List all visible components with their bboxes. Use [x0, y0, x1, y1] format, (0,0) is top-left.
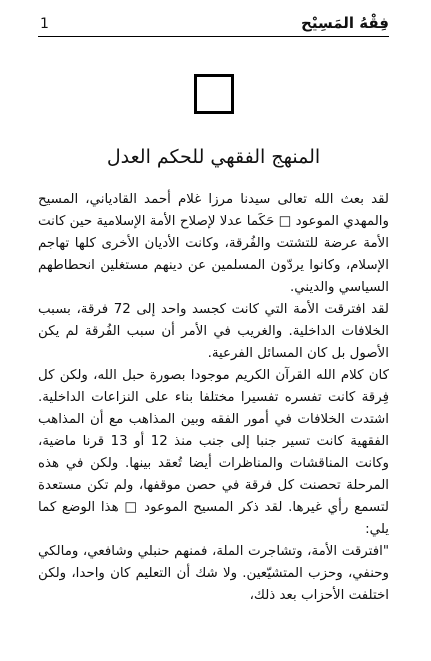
paragraph: لقد افترقت الأمة التي كانت كجسد واحد إلى 72 فرقة، بسبب الخلافات الداخلية. والغريب في الأمر أن سبب الفُرقة لم يكن الأصول بل كان المسائل الفرعية. — [38, 302, 389, 361]
running-title: فِقْهُ المَسِيْح — [301, 14, 389, 32]
page-number: 1 — [40, 16, 49, 32]
page-header — [38, 12, 389, 37]
hollow-square-icon — [194, 74, 234, 114]
chapter-title: المنهج الفقهي للحكم العدل — [106, 146, 321, 168]
paragraph: "افترقت الأمة، وتشاجرت الملة، فمنهم حنبلي وشافعي، ومالكي وحنفي، وحزب المتشيّعين. ولا شك أن التعليم كان واحدا، ولكن اختلفت الأحزاب بعد ذلك، — [38, 544, 389, 603]
paragraph: لقد بعث الله تعالى سيدنا مرزا غلام أحمد القادياني، المسيح والمهدي الموعود □ حَكَما عدلا لإصلاح الأمة الإسلامية حين كانت الأمة عرضة للتشتت والفُرقة، وكانت الأديان الأخرى كلها تهاجم الإسلام، وكانوا يردّون المسلمين عن دينهم مستغلين انحطاطهم السياسي والديني. — [38, 192, 389, 295]
body-text — [38, 189, 389, 607]
paragraph: كان كلام الله القرآن الكريم موجودا بصورة حبل الله، ولكن كل فِرقة كانت تفسره تفسيرا مختلفا بناء على النزاعات الداخلية. اشتدت الخلافات في أمور الفقه وبين المذاهب مع أن المذاهب الفقهية كانت تسير جنبا إلى جنب منذ 12 أو 13 قرنا ماضية، وكانت المناقشات والمناظرات أيضا تُعقد بينها. ولكن في هذه المرحلة تحصنت كل فرقة في حصن موقفها، ولم تكن مستعدة لتسمع رأي غيرها. لقد ذكر المسيح الموعود □ هذا الوضع كما يلي: — [38, 368, 390, 537]
